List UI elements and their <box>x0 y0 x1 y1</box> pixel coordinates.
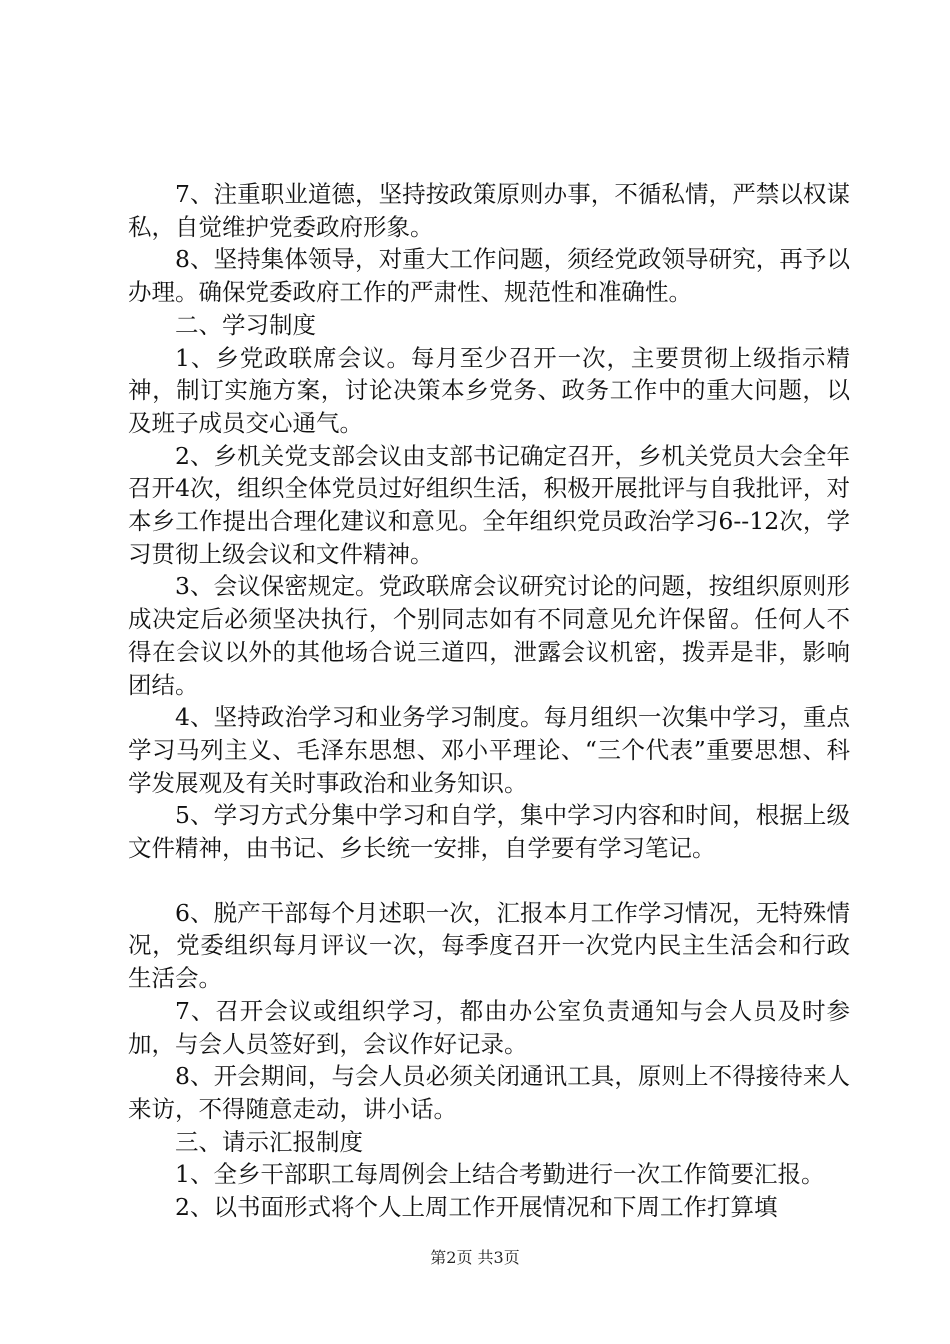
paragraph-study-methods: 5、学习方式分集中学习和自学，集中学习内容和时间，根据上级文件精神，由书记、乡长统一安排，自学要有学习笔记。 <box>128 801 850 863</box>
paragraph-collective-leadership: 8、坚持集体领导，对重大工作问题，须经党政领导研究，再予以办理。确保党委政府工作的严肃性、规范性和准确性。 <box>128 245 850 307</box>
document-body <box>128 178 850 1224</box>
paragraph-weekly-report: 1、全乡干部职工每周例会上结合考勤进行一次工作简要汇报。 <box>175 1160 825 1189</box>
paragraph-written-report: 2、以书面形式将个人上周工作开展情况和下周工作打算填 <box>175 1193 778 1222</box>
paragraph-confidentiality: 3、会议保密规定。党政联席会议研究讨论的问题，按组织原则形成决定后必须坚决执行，个别同志如有不同意见允许保留。任何人不得在会议以外的其他场合说三道四，泄露会议机密，拨弄是非，影响团结。 <box>128 572 850 699</box>
section-heading-study-system: 二、学习制度 <box>175 310 316 339</box>
paragraph-meeting-discipline: 8、开会期间，与会人员必须关闭通讯工具，原则上不得接待来人来访，不得随意走动，讲小话。 <box>128 1062 850 1123</box>
paragraph-joint-meeting: 1、乡党政联席会议。每月至少召开一次，主要贯彻上级指示精神，制订实施方案，讨论决策本乡党务、政务工作中的重大问题，以及班子成员交心通气。 <box>128 343 850 437</box>
paragraph-party-branch-meeting: 2、乡机关党支部会议由支部书记确定召开，乡机关党员大会全年召开4次，组织全体党员过好组织生活，积极开展批评与自我批评，对本乡工作提出合理化建议和意见。全年组织党员政治学习6--12次，学习贯彻上级会议和文件精神。 <box>128 441 850 568</box>
paragraph-political-study: 4、坚持政治学习和业务学习制度。每月组织一次集中学习，重点学习马列主义、毛泽东思想、邓小平理论、“三个代表”重要思想、科学发展观及有关时事政治和业务知识。 <box>128 703 850 797</box>
section-heading-reporting-system: 三、请示汇报制度 <box>175 1127 363 1156</box>
paragraph-ethics: 7、注重职业道德，坚持按政策原则办事，不循私情，严禁以权谋私，自觉维护党委政府形象。 <box>128 180 850 241</box>
page-number-footer: 第2页 共3页 <box>430 1248 520 1267</box>
paragraph-meeting-notice: 7、召开会议或组织学习，都由办公室负责通知与会人员及时参加，与会人员签好到，会议作好记录。 <box>128 996 850 1058</box>
paragraph-monthly-report: 6、脱产干部每个月述职一次，汇报本月工作学习情况，无特殊情况，党委组织每月评议一次，每季度召开一次党内民主生活会和行政生活会。 <box>128 898 850 993</box>
